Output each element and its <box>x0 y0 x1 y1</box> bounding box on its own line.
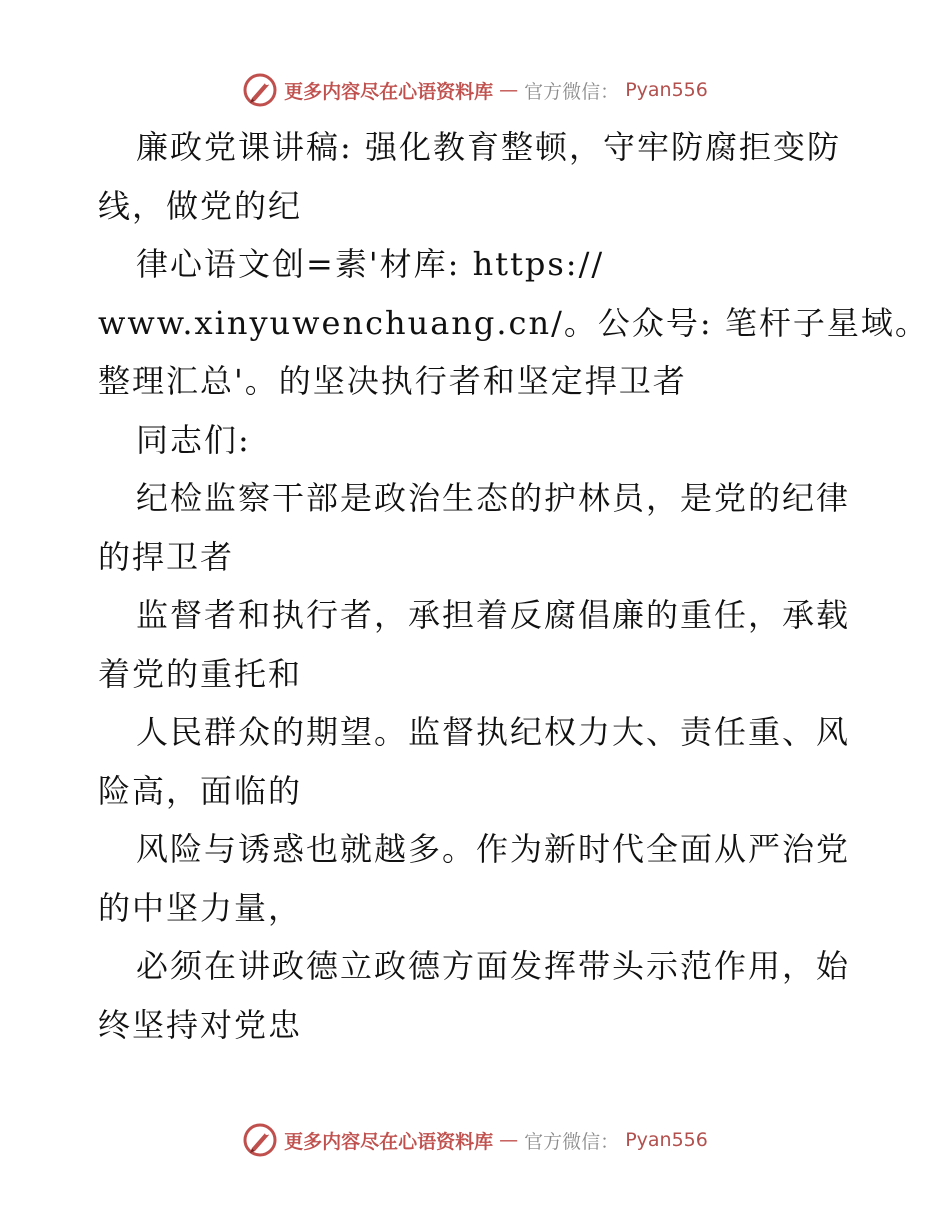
text-line: 纪检监察干部是政治生态的护林员，是党的纪律 <box>136 479 851 517</box>
text-line: 监督者和执行者，承担着反腐倡廉的重任，承载 <box>136 596 851 634</box>
header-banner <box>0 70 950 110</box>
banner-separator: — <box>499 1129 519 1151</box>
banner-separator: — <box>499 79 519 101</box>
text-line: 线，做党的纪 <box>98 186 303 225</box>
text-line: 险高，面临的 <box>98 771 303 810</box>
text-line: 着党的重托和 <box>98 654 303 693</box>
document-body <box>98 118 929 1054</box>
text-line: 廉政党课讲稿: 强化教育整顿，守牢防腐拒变防 <box>136 128 841 166</box>
pen-logo-icon <box>242 72 278 108</box>
text-line: 风险与诱惑也就越多。作为新时代全面从严治党 <box>136 830 851 868</box>
text-line: 人民群众的期望。监督执纪权力大、责任重、风 <box>136 713 851 751</box>
banner-brand-text: 更多内容尽在心语资料库 <box>284 80 494 103</box>
text-line: 的中坚力量， <box>98 888 303 927</box>
footer-banner <box>0 1120 950 1160</box>
banner-wechat-label: 官方微信： <box>524 1130 620 1153</box>
text-line: 同志们: <box>136 420 251 459</box>
text-line: 必须在讲政德立政德方面发挥带头示范作用，始 <box>136 947 851 985</box>
text-line: 律心语文创=素'材库: https:// <box>136 245 605 283</box>
text-line: 的捍卫者 <box>98 537 235 576</box>
banner-wechat-id: Pyan556 <box>625 79 708 101</box>
text-line: www.xinyuwenchuang.cn/。公众号: 笔杆子星域。 <box>98 303 929 342</box>
banner-brand-text: 更多内容尽在心语资料库 <box>284 1130 494 1153</box>
pen-logo-icon <box>242 1122 278 1158</box>
text-line: 终坚持对党忠 <box>98 1005 303 1044</box>
text-line: 整理汇总'。的坚决执行者和坚定捍卫者 <box>98 362 687 400</box>
banner-wechat-id: Pyan556 <box>625 1129 708 1151</box>
banner-wechat-label: 官方微信： <box>524 80 620 103</box>
